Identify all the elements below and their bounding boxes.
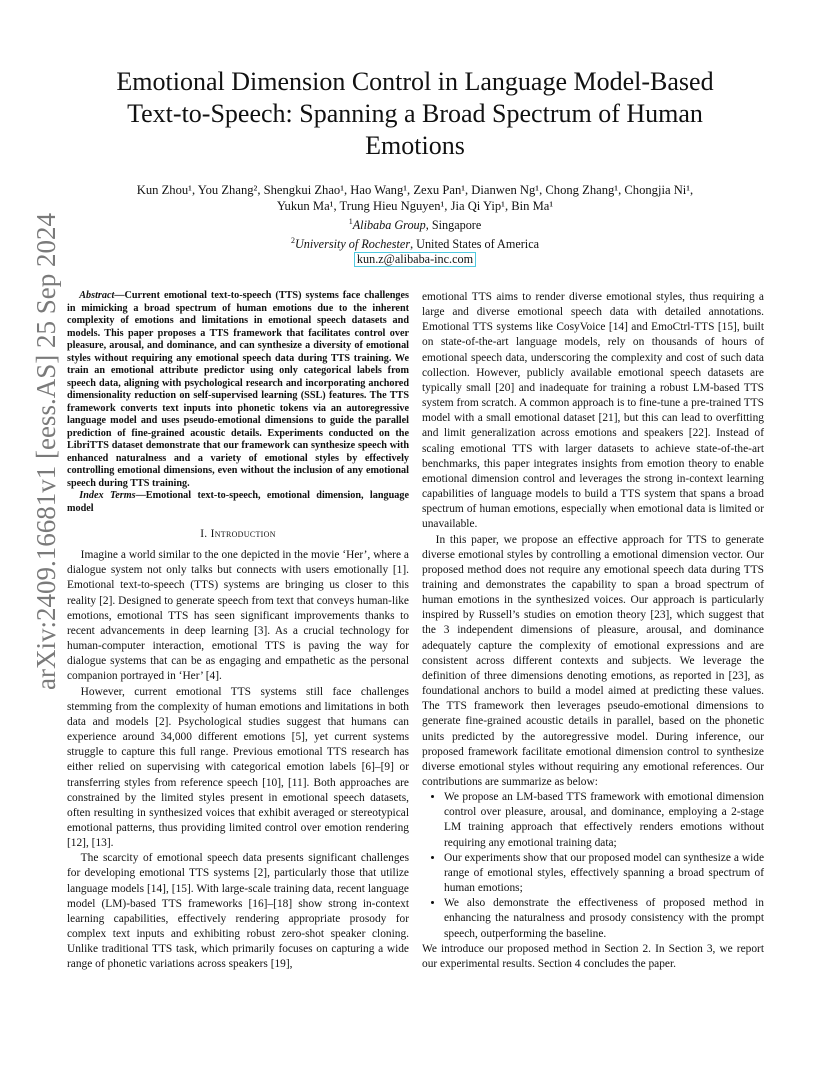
abstract — [67, 290, 409, 490]
paper-title — [95, 66, 735, 162]
arxiv-identifier: arXiv:2409.16681v1 [eess.AS] 25 Sep 2024 — [31, 213, 61, 690]
paragraph: emotional TTS aims to render diverse emotional styles, thus requiring a large and diverse emotional speech data with detailed annotations. Emotional TTS systems like CosyVoice [14] and EmoCtrl-TTS [15], built on state-of-the-art language models, rely on thousands of hours of emotional speech data, underscoring the complexity and cost of such data collection. However, publicly available emotional speech datasets are typically small [20] and inadequate for training a robust LM-based TTS system from scratch. A common approach is to fine-tune a pre-trained TTS model with a small emotional dataset [21], but this can lead to overfitting and limit generalization across emotions and speakers [22]. Instead of scaling emotional TTS with larger datasets to achieve state-of-the-art benchmarks, this paper integrates insights from emotion theory to enable emotional dimension control and leverages the strong in-context learning capabilities of language models to build a TTS system that spans a broad spectrum of human emotions, especially when emotional data is limited or unavailable. — [422, 291, 764, 531]
arxiv-sidebar — [28, 213, 64, 690]
right-column — [422, 290, 764, 972]
section-heading: I. Introduction — [200, 528, 276, 540]
affiliation-2: $^2$University of Rochester, United States of America — [290, 236, 540, 252]
author-block — [80, 183, 750, 267]
author-list: Kun Zhou¹, You Zhang², Shengkui Zhao¹, Hao Wang¹, Zexu Pan¹, Dianwen Ng¹, Chong Zhang¹, Chongjia Ni¹, — [136, 183, 694, 197]
affiliation-org: Alibaba Group — [352, 218, 426, 233]
affiliation-1: $^1$Alibaba Group, Singapore — [348, 217, 482, 233]
contribution-list — [422, 790, 764, 942]
paragraph: The scarcity of emotional speech data presents significant challenges for developing emotional TTS systems [2], particularly those that utilize language models [14], [15]. With large-scale training data, recent language model (LM)-based TTS frameworks [16]–[18] show strong in-context learning capabilities, effectively rendering appropriate prosody for complex text inputs and exhibiting robust zero-shot speaker cloning. Unlike traditional TTS task, which primarily focuses on capturing a wide range of phonetic variations across speakers [19], — [67, 852, 409, 971]
title-line: Text-to-Speech: Spanning a Broad Spectrum of Human — [127, 99, 703, 128]
affiliation-org: University of Rochester — [294, 237, 411, 252]
index-terms — [67, 490, 409, 515]
email-row — [80, 252, 750, 267]
paragraph: We introduce our proposed method in Section 2. In Section 3, we report our experimental results. Section 4 concludes the paper. — [422, 942, 764, 970]
paragraph: Imagine a world similar to the one depicted in the movie ‘Her’, where a dialogue system not only talks but connects with users emotionally [1]. Emotional text-to-speech (TTS) systems are bringing us closer to this reality [2]. Designed to generate speech from text that conveys human-like emotions, emotional TTS has seen significant improvements thanks to recent advancements in deep learning [3]. As a crucial technology for human-computer interaction, emotional TTS is paving the way for dialogue systems that can be as engaging and empathetic as the personal companion portrayed in ‘Her’ [4]. — [67, 549, 409, 683]
paragraph: In this paper, we propose an effective approach for TTS to generate diverse emotional styles by controlling a emotional dimension vector. Our proposed method does not require any emotional speech data during TTS training and demonstrates the capability to span a broad spectrum of human emotions in the synthesized voices. Our approach is particularly inspired by Russell’s studies on emotion theory [23], which suggest that the 3 independent dimensions of pleasure, arousal, and dominance adequately capture the complexity of emotional expressions and are consistent across different contexts and subjects. We leverage the definition of three dimensions denoting emotions, as reported in [23], as foundational anchors to build a model aimed at predicting these values. The TTS framework then leverages pseudo-emotional dimensions to generate fine-grained acoustic details in parallel, based on the phonetic units predicted by the autoregressive model. During inference, our proposed framework facilitate emotional dimension control to synthesize diverse emotional styles without requiring any emotional references. Our contributions are summarize as below: — [422, 533, 764, 788]
abstract-text: —Current emotional text-to-speech (TTS) systems face challenges in mimicking a broad spectrum of human emotions due to the inherent complexity of emotions and limitations in emotional speech datasets and models. This paper proposes a TTS framework that facilitates control over pleasure, arousal, and dominance, and can synthesize a diversity of emotional styles without requiring any emotional speech data during TTS training. We train an emotional attribute predictor using only categorical labels from speech data, aligning with psychological research and incorporating anchored dimensionality reduction on self-supervised learning (SSL) features. The TTS framework converts text inputs into phonetic tokens via an autoregressive language model and uses pseudo-emotional dimensions to guide the parallel prediction of fine-grained acoustic details. Experiments conducted on the LibriTTS dataset demonstrate that our framework can synthesize speech with enhanced naturalness and a variety of emotional styles by effectively controlling emotional dimensions, even without the inclusion of any emotional speech during TTS training. — [67, 290, 409, 489]
email-link[interactable]: kun.z@alibaba-inc.com — [354, 252, 476, 267]
title-line: Emotions — [365, 131, 465, 160]
author-list: Yukun Ma¹, Trung Hieu Nguyen¹, Jia Qi Yip¹, Bin Ma¹ — [276, 198, 554, 213]
title-line: Emotional Dimension Control in Language Model-Based — [116, 67, 714, 96]
affiliation-location: , Singapore — [425, 218, 482, 233]
list-item: • We also demonstrate the effectiveness of proposed method in enhancing the naturalness and prosody consistency with the prompt speech, outperforming the baseline. — [444, 896, 764, 941]
list-item: • We propose an LM-based TTS framework with emotional dimension control over pleasure, arousal, and dominance, employing a 2-stage LM training approach that effectively renders emotions without requiring any emotional training data; — [444, 790, 764, 851]
left-column — [67, 290, 409, 973]
paragraph: However, current emotional TTS systems still face challenges stemming from the complexity of human emotions and limitations in both data and models [2]. Psychological studies suggest that humans can experience around 34,000 different emotions [5], yet current systems struggle to capture this full range. Previous emotional TTS research has either relied on supervising with categorical emotion labels [6]–[9] or transferring styles from reference speech [10], [11]. Both approaches are constrained by the limited styles present in emotional speech datasets, often resulting in synthesized voices that exhibit averaged or stereotypical emotional patterns, thus providing limited control over emotion rendering [12], [13]. — [67, 685, 409, 850]
affiliation-location: , United States of America — [410, 237, 540, 252]
index-terms-text: —Emotional text-to-speech, emotional dimension, language model — [67, 490, 409, 514]
index-terms-label: Index Terms — [79, 490, 136, 501]
list-item: • Our experiments show that our proposed model can synthesize a wide range of emotional styles, effectively spanning a broad spectrum of human emotions; — [444, 851, 764, 896]
abstract-label: Abstract — [79, 290, 115, 301]
